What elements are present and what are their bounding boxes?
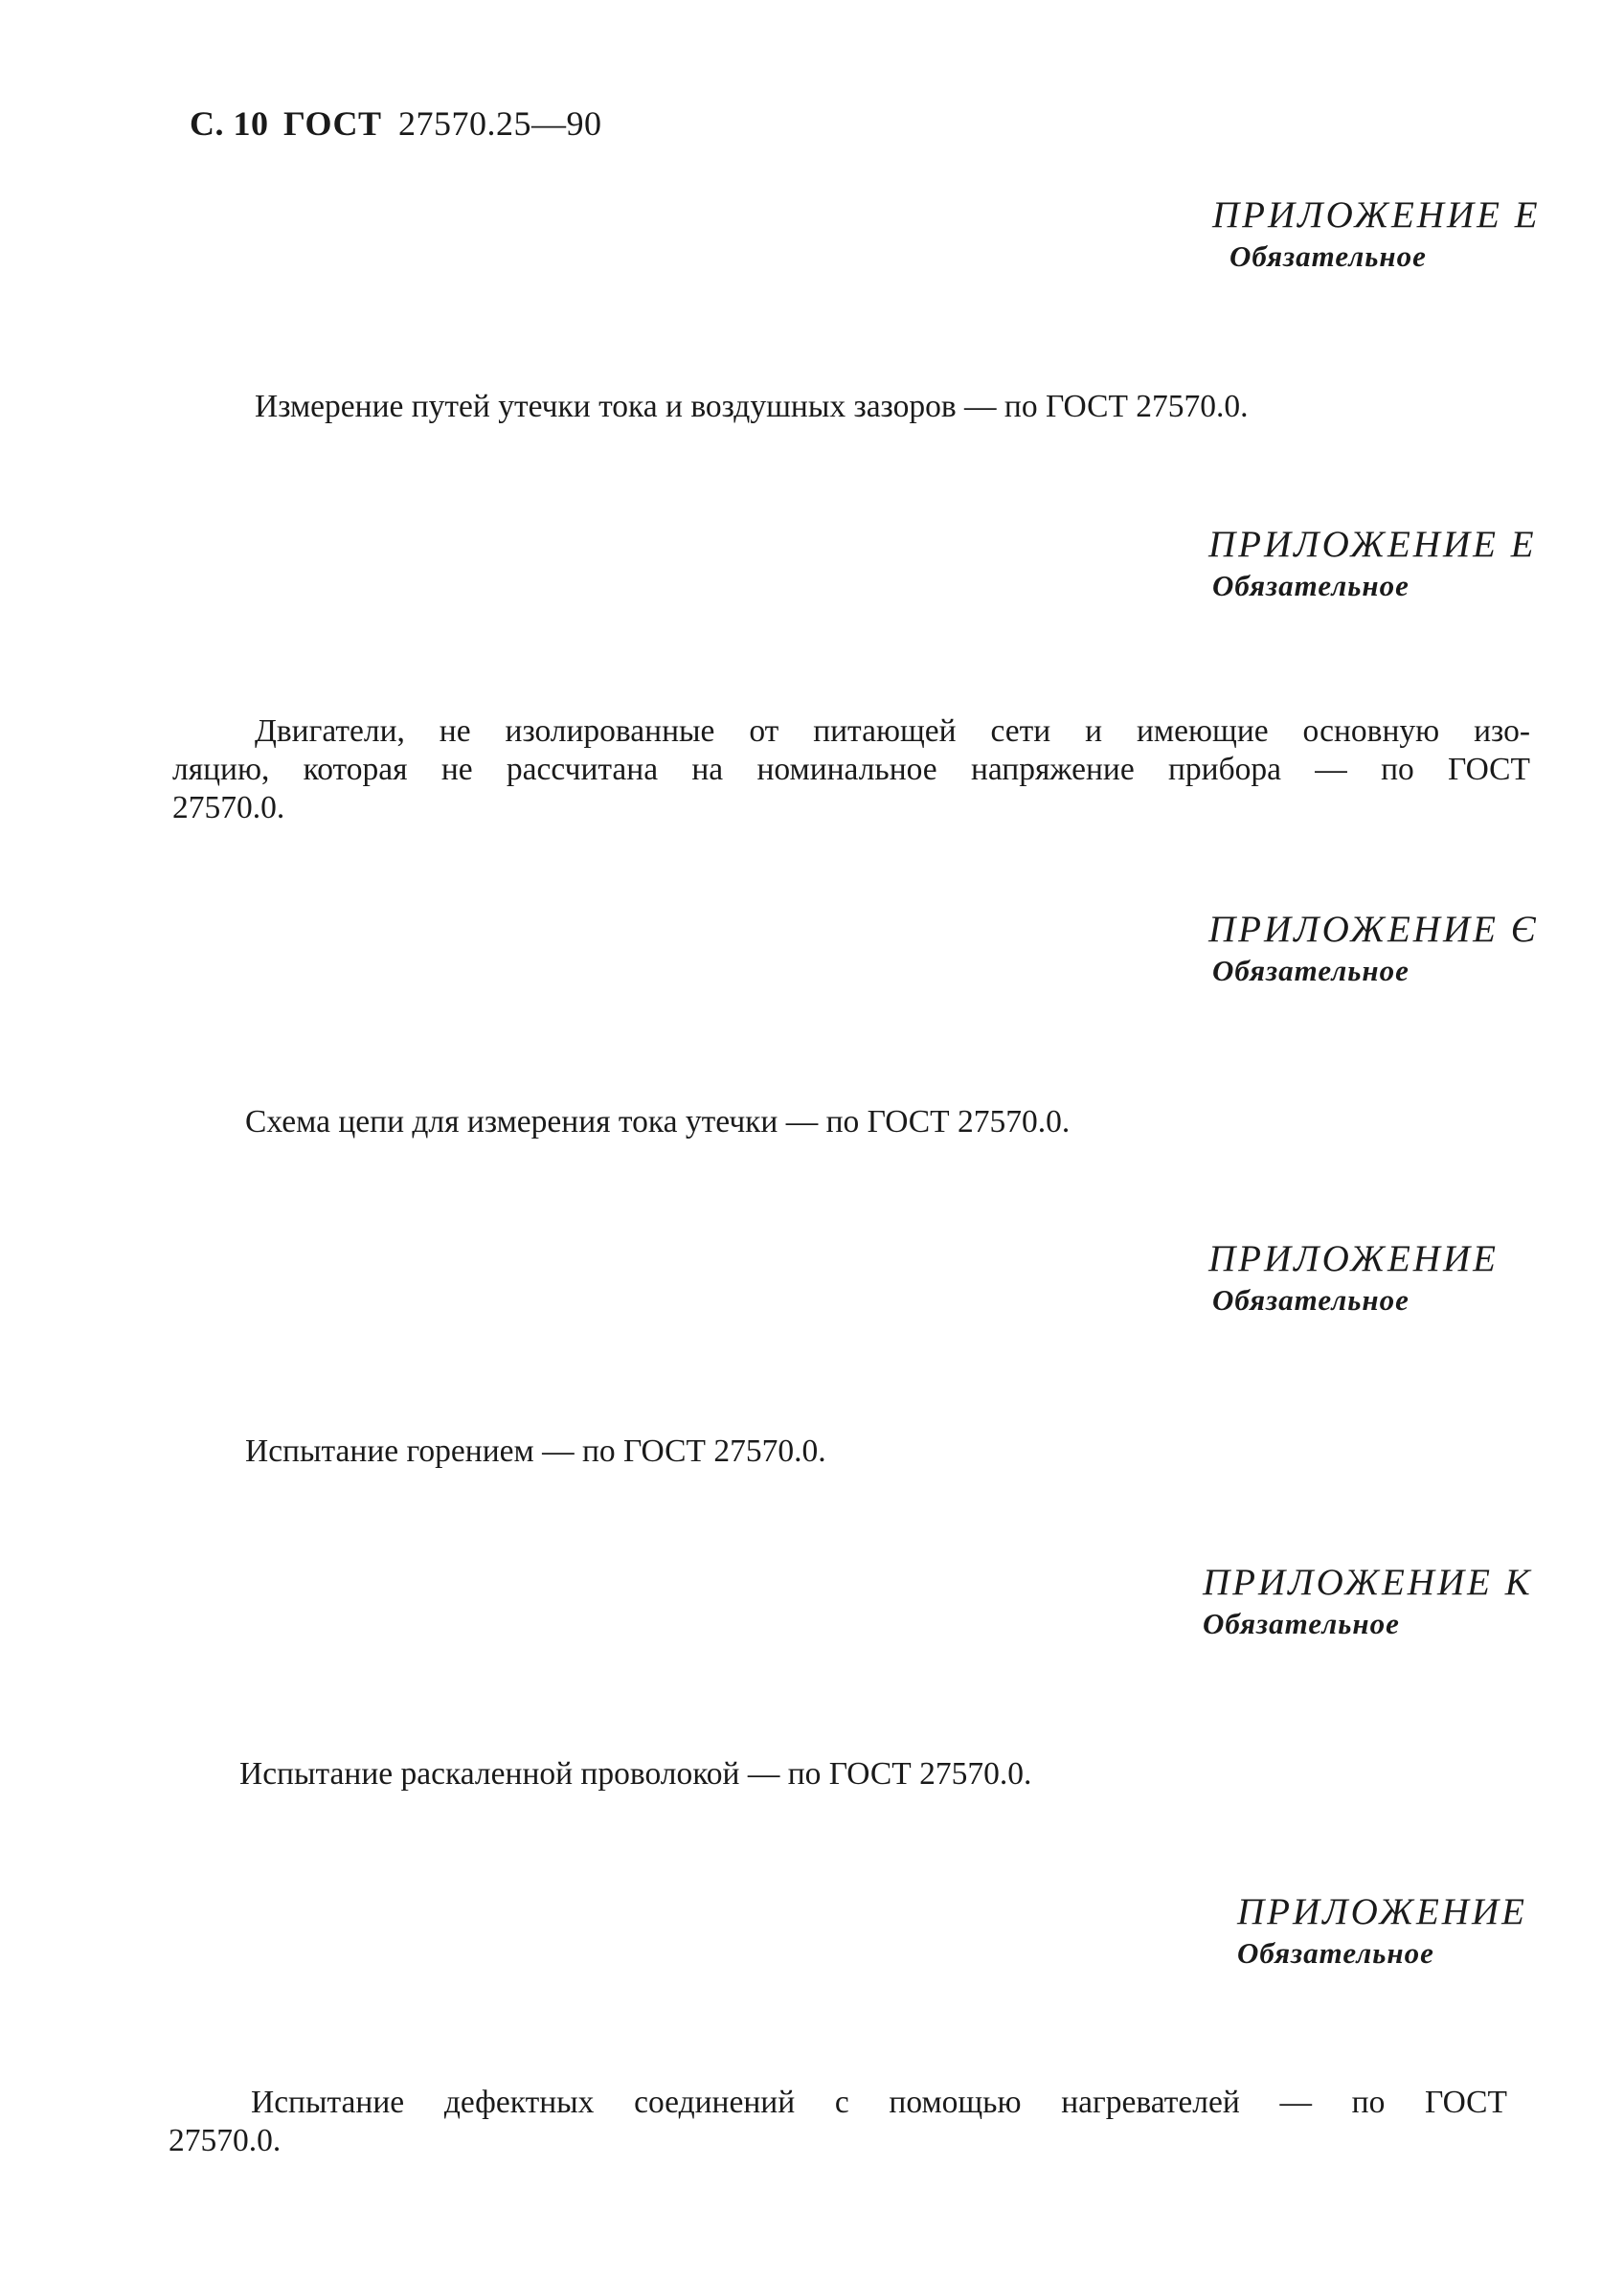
appendix-status: Обязательное	[1237, 1936, 1434, 1970]
appendix-title: ПРИЛОЖЕНИЕ Е	[1212, 194, 1541, 236]
text-line: Схема цепи для измерения тока утечки — по ГОСТ 27570.0.	[245, 1104, 1071, 1140]
appendix-title: ПРИЛОЖЕНИЕ Є	[1208, 909, 1539, 950]
appendix-title: ПРИЛОЖЕНИЕ	[1237, 1891, 1527, 1932]
text-line: Испытание горением — по ГОСТ 27570.0.	[245, 1433, 826, 1469]
appendix-title: ПРИЛОЖЕНИЕ К	[1203, 1562, 1533, 1603]
appendix-heading-2	[1208, 523, 1537, 605]
appendix-status: Обязательное	[1212, 1283, 1410, 1317]
text-line: Измерение путей утечки тока и воздушных зазоров — по ГОСТ 27570.0.	[255, 389, 1249, 424]
appendix-heading-1	[1212, 193, 1541, 276]
standard-number: 27570.25—90	[397, 104, 602, 143]
appendix-text-3	[163, 1103, 1408, 1141]
appendix-heading-4	[1208, 1237, 1499, 1320]
appendix-status: Обязательное	[1203, 1607, 1400, 1640]
page-header	[190, 103, 601, 144]
text-line: Испытание раскаленной проволокой — по ГОСТ 27570.0.	[239, 1756, 1032, 1792]
appendix-status: Обязательное	[1212, 569, 1410, 602]
text-line: Испытание дефектных соединений с помощью нагревателей — по ГОСТ	[251, 2085, 1507, 2120]
text-line: Двигатели, не изолированные от питающей сети и имеющие основную изо-	[255, 713, 1530, 749]
text-line: 27570.0.	[169, 2123, 282, 2158]
text-line: ляцию, которая не рассчитана на номинальное напряжение прибора — по ГОСТ	[172, 752, 1530, 787]
appendix-text-2	[172, 712, 1530, 827]
appendix-status: Обязательное	[1229, 239, 1427, 273]
appendix-status: Обязательное	[1212, 954, 1410, 987]
standard-label: ГОСТ	[283, 104, 382, 143]
appendix-text-5	[157, 1755, 1402, 1794]
appendix-title: ПРИЛОЖЕНИЕ	[1208, 1238, 1499, 1279]
page-number: С. 10	[190, 104, 269, 143]
appendix-title: ПРИЛОЖЕНИЕ Е	[1208, 524, 1537, 565]
appendix-text-4	[163, 1433, 1408, 1471]
appendix-heading-5	[1203, 1561, 1533, 1643]
appendix-text-6	[169, 2084, 1507, 2160]
appendix-heading-3	[1208, 908, 1539, 990]
appendix-heading-6	[1237, 1890, 1527, 1973]
appendix-text-1	[172, 388, 1484, 426]
text-line: 27570.0.	[172, 790, 285, 825]
